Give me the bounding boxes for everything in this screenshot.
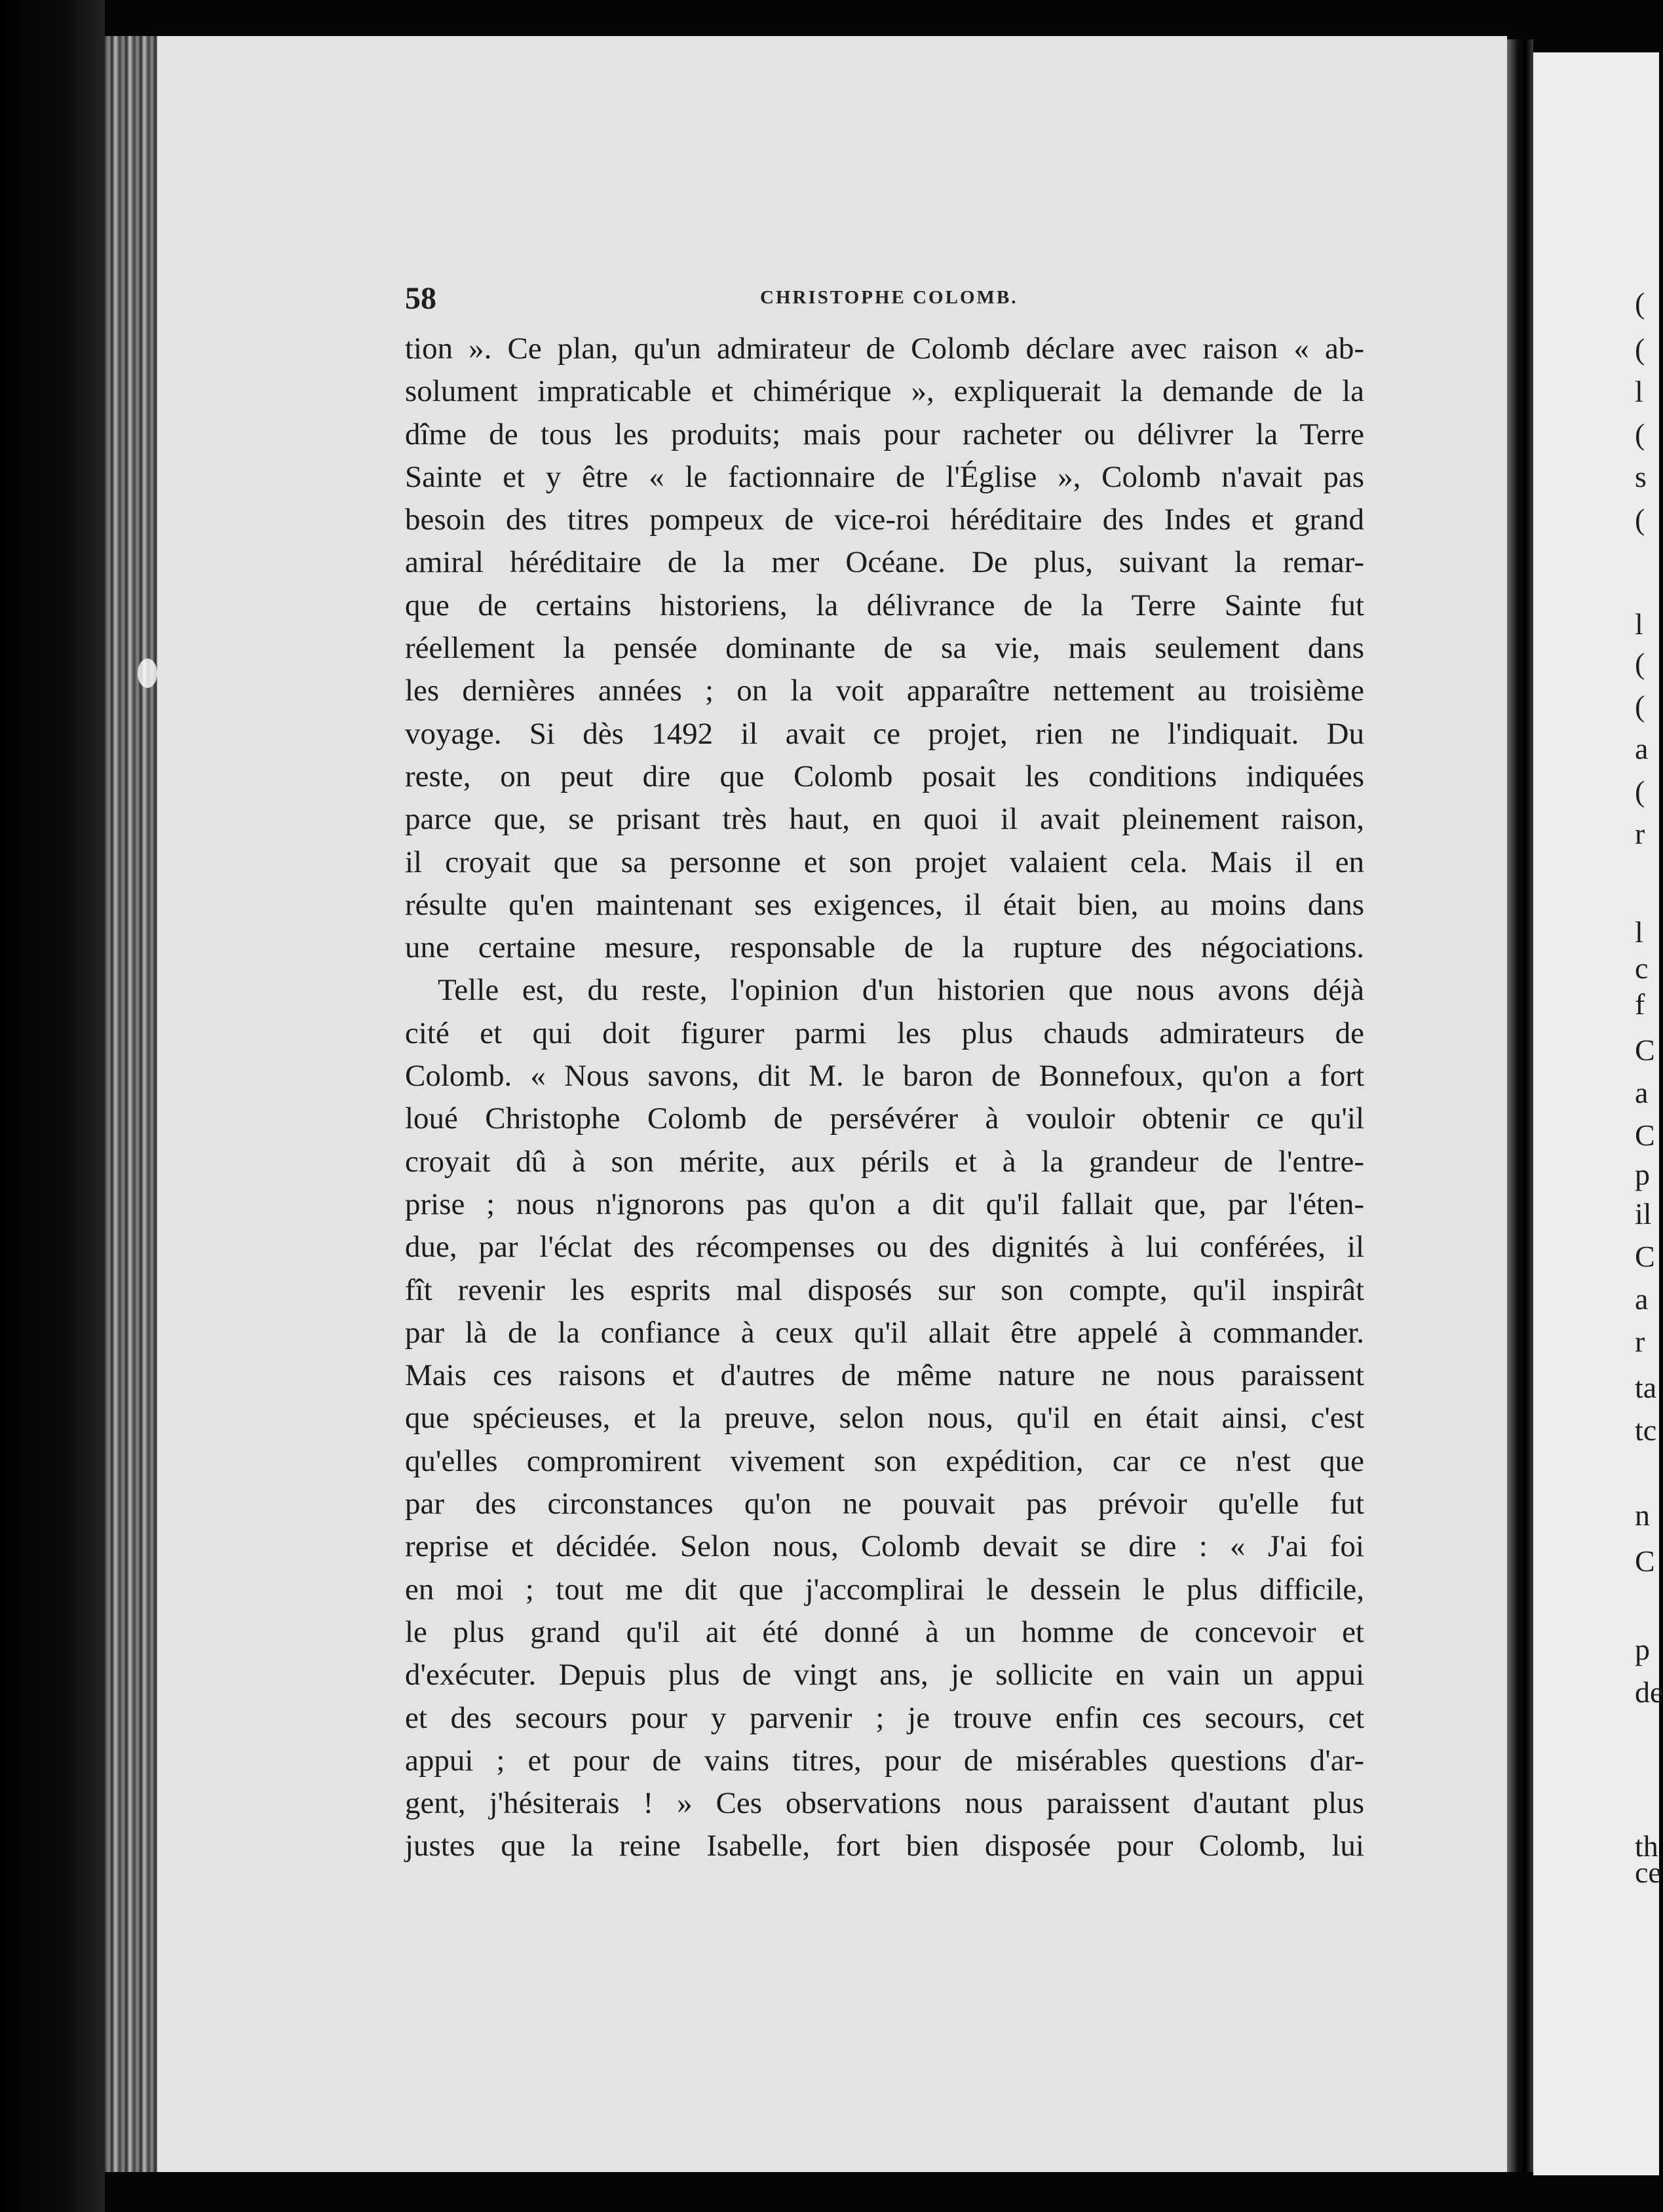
scan-border-left xyxy=(0,0,105,2212)
facing-page-fragment: C xyxy=(1635,1544,1655,1578)
text-line: que spécieuses, et la preuve, selon nous, qu'il en était ainsi, c'est xyxy=(405,1401,1364,1436)
text-line: Sainte et y être « le factionnaire de l'Église », Colomb n'avait pas xyxy=(405,459,1364,494)
text-line: amiral héréditaire de la mer Océane. De plus, suivant la remar- xyxy=(405,545,1364,580)
facing-page-fragment: ( xyxy=(1635,503,1645,536)
text-line: appui ; et pour de vains titres, pour de misérables questions d'ar- xyxy=(405,1743,1364,1778)
text-line: justes que la reine Isabelle, fort bien disposée pour Colomb, lui xyxy=(405,1829,1364,1863)
text-line: résulte qu'en maintenant ses exigences, il était bien, au moins dans xyxy=(405,887,1364,922)
facing-page-fragment: ( xyxy=(1635,332,1645,366)
facing-page-fragment: ( xyxy=(1635,417,1645,451)
facing-page-fragment: f xyxy=(1635,987,1645,1021)
facing-page-fragment: r xyxy=(1635,1325,1645,1358)
text-line: Mais ces raisons et d'autres de même nature ne nous paraissent xyxy=(405,1358,1364,1393)
scan-speck xyxy=(138,658,157,688)
text-line: tion ». Ce plan, qu'un admirateur de Colomb déclare avec raison « ab- xyxy=(405,332,1364,366)
facing-page-fragment: C xyxy=(1635,1033,1655,1067)
facing-page-fragment: il xyxy=(1635,1197,1652,1230)
text-line: par là de la confiance à ceux qu'il allait être appelé à commander. xyxy=(405,1315,1364,1350)
text-line: parce que, se prisant très haut, en quoi il avait pleinement raison, xyxy=(405,802,1364,837)
text-line: voyage. Si dès 1492 il avait ce projet, rien ne l'indiquait. Du xyxy=(405,716,1364,751)
text-line: une certaine mesure, responsable de la rupture des négociations. xyxy=(405,930,1364,965)
facing-page-fragment: ta xyxy=(1635,1371,1657,1404)
text-line: dîme de tous les produits; mais pour racheter ou délivrer la Terre xyxy=(405,417,1364,451)
text-line: par des circonstances qu'on ne pouvait pas prévoir qu'elle fut xyxy=(405,1487,1364,1521)
facing-page-fragment: n xyxy=(1635,1498,1650,1532)
facing-page-fragment: ( xyxy=(1635,774,1645,808)
text-line: les dernières années ; on la voit apparaître nettement au troisième xyxy=(405,674,1364,708)
facing-page-fragment: a xyxy=(1635,732,1649,765)
text-line: qu'elles compromirent vivement son expédition, car ce n'est que xyxy=(405,1443,1364,1478)
facing-page-fragment: de xyxy=(1635,1675,1663,1709)
facing-page-fragment: ( xyxy=(1635,689,1645,723)
facing-page-fragment: th xyxy=(1635,1829,1658,1863)
facing-page-fragment: ( xyxy=(1635,647,1645,680)
text-line: d'exécuter. Depuis plus de vingt ans, je sollicite en vain un appui xyxy=(405,1658,1364,1692)
facing-page-fragment: l xyxy=(1635,375,1643,408)
text-line: besoin des titres pompeux de vice-roi héréditaire des Indes et grand xyxy=(405,503,1364,537)
text-line: reste, on peut dire que Colomb posait les conditions indiquées xyxy=(405,759,1364,793)
facing-page-fragment: ce xyxy=(1635,1856,1662,1889)
text-line: cité et qui doit figurer parmi les plus chauds admirateurs de xyxy=(405,1016,1364,1050)
text-line: fît revenir les esprits mal disposés sur son compte, qu'il inspirât xyxy=(405,1272,1364,1307)
body-text xyxy=(405,328,1364,1868)
facing-page-fragment: tc xyxy=(1635,1413,1657,1447)
text-line: gent, j'hésiterais ! » Ces observations nous paraissent d'autant plus xyxy=(405,1786,1364,1821)
facing-page xyxy=(1533,52,1663,2175)
facing-page-fragment: p xyxy=(1635,1158,1650,1191)
text-line: Colomb. « Nous savons, dit M. le baron de Bonnefoux, qu'on a fort xyxy=(405,1059,1364,1094)
text-line: reprise et décidée. Selon nous, Colomb devait se dire : « J'ai foi xyxy=(405,1529,1364,1564)
text-line: prise ; nous n'ignorons pas qu'on a dit qu'il fallait que, par l'éten- xyxy=(405,1187,1364,1221)
text-line: loué Christophe Colomb de persévérer à vouloir obtenir ce qu'il xyxy=(405,1101,1364,1136)
page-fold xyxy=(1507,39,1533,2172)
text-line: réellement la pensée dominante de sa vie, mais seulement dans xyxy=(405,631,1364,666)
facing-page-fragment: C xyxy=(1635,1240,1655,1273)
facing-page-fragment: s xyxy=(1635,460,1647,493)
facing-page-fragment: r xyxy=(1635,817,1645,850)
facing-page-fragment: l xyxy=(1635,915,1643,949)
page-gutter xyxy=(105,36,157,2172)
paragraph-start-line: Telle est, du reste, l'opinion d'un historien que nous avons déjà xyxy=(438,973,1364,1008)
text-line: solument impraticable et chimérique », expliquerait la demande de la xyxy=(405,374,1364,409)
running-title: CHRISTOPHE COLOMB. xyxy=(760,287,1018,308)
text-line: le plus grand qu'il ait été donné à un homme de concevoir et xyxy=(405,1614,1364,1649)
facing-page-fragment: a xyxy=(1635,1282,1649,1316)
text-line: et des secours pour y parvenir ; je trouve enfin ces secours, cet xyxy=(405,1700,1364,1735)
text-line: croyait dû à son mérite, aux périls et à la grandeur de l'entre- xyxy=(405,1144,1364,1179)
facing-page-fragment: l xyxy=(1635,607,1643,641)
text-line: il croyait que sa personne et son projet valaient cela. Mais il en xyxy=(405,845,1364,879)
facing-page-fragment: p xyxy=(1635,1633,1650,1666)
facing-page-fragment: c xyxy=(1635,951,1649,985)
text-line: due, par l'éclat des récompenses ou des dignités à lui conférées, il xyxy=(405,1230,1364,1265)
text-line: que de certains historiens, la délivrance de la Terre Sainte fut xyxy=(405,588,1364,622)
text-line: en moi ; tout me dit que j'accomplirai le dessein le plus difficile, xyxy=(405,1572,1364,1607)
facing-page-fragment: a xyxy=(1635,1076,1649,1109)
facing-page-fragment: C xyxy=(1635,1118,1655,1152)
page-number: 58 xyxy=(405,281,436,316)
facing-page-fragment: ( xyxy=(1635,286,1645,320)
